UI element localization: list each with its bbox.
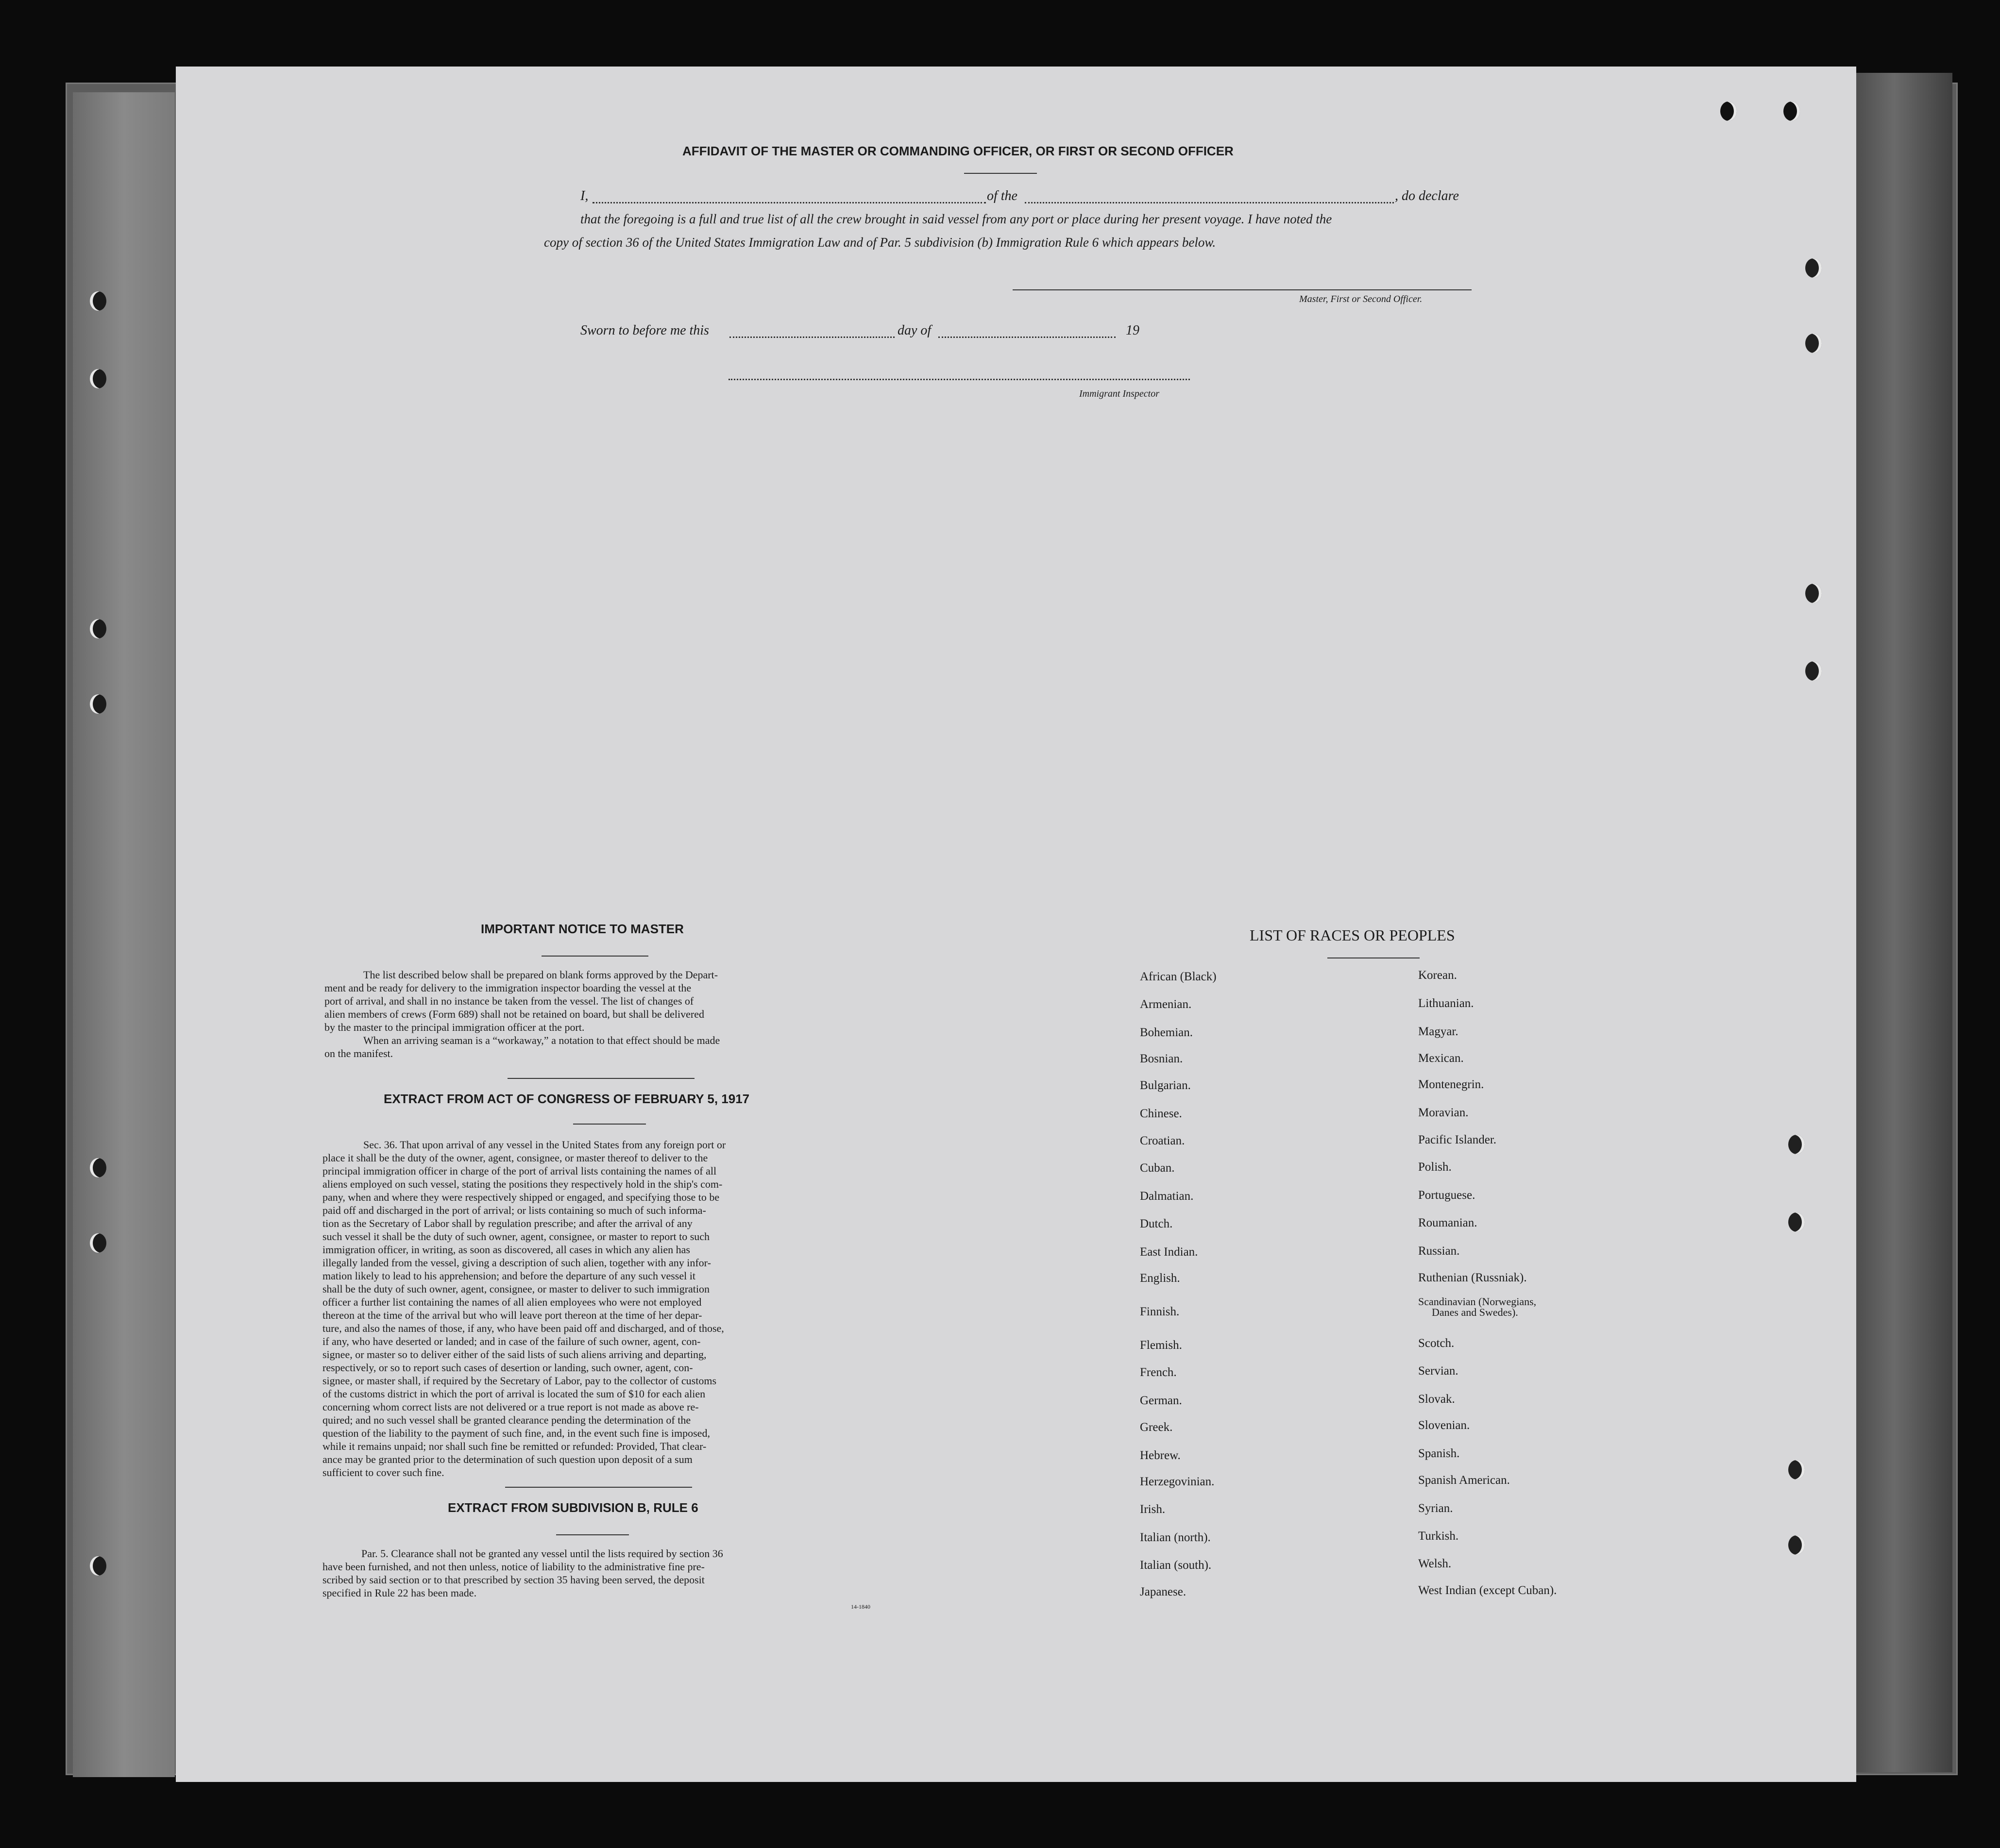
act-line: shall be the duty of such owner, agent, consignee, or master to deliver to such immigration <box>322 1283 710 1295</box>
race-left-item: German. <box>1140 1394 1182 1407</box>
race-right-item: Moravian. <box>1418 1106 1469 1119</box>
rule-line: have been furnished, and not then unless, notice of liability to the administrative fine pre- <box>322 1561 705 1573</box>
race-right-item: West Indian (except Cuban). <box>1418 1584 1557 1597</box>
race-left-item: Bohemian. <box>1140 1026 1193 1039</box>
race-left-item: Bosnian. <box>1140 1052 1183 1065</box>
race-right-item: Pacific Islander. <box>1418 1133 1497 1146</box>
title-underline <box>964 173 1037 174</box>
binder-hole <box>90 369 106 388</box>
race-left-item: Croatian. <box>1140 1134 1185 1147</box>
act-line: signee, or master shall, if required by the Secretary of Labor, pay to the collector of customs <box>322 1375 717 1387</box>
act-divider <box>505 1487 692 1488</box>
act-extract-underline <box>573 1124 646 1125</box>
act-line: tion as the Secretary of Labor shall by regulation prescribe; and after the arrival of any <box>322 1217 693 1229</box>
act-line: pany, when and where they were respectively shipped or engaged, and specifying those to be <box>322 1191 720 1203</box>
left-binding-strip <box>73 92 175 1777</box>
race-left-item: French. <box>1140 1366 1177 1379</box>
race-right-item: Roumanian. <box>1418 1216 1477 1229</box>
race-left-item: East Indian. <box>1140 1245 1198 1259</box>
rule-line: scribed by said section or to that prescribed by section 35 having been served, the deposit <box>322 1574 705 1586</box>
declaration-line-2: that the foregoing is a full and true list of all the crew brought in said vessel from any port or place during her present voyage. I have noted the <box>580 212 1332 226</box>
race-right-item: Slovak. <box>1418 1393 1455 1406</box>
rule-extract-underline <box>556 1534 629 1535</box>
sworn-year-prefix: 19 <box>1126 323 1139 338</box>
act-line: aliens employed on such vessel, stating the positions they respectively hold in the ship's com- <box>322 1178 723 1190</box>
punch-hole <box>1805 661 1822 681</box>
act-line: respectively, or so to report such cases of desertion or landing, such owner, agent, con- <box>322 1361 693 1374</box>
race-right-item: Russian. <box>1418 1244 1460 1258</box>
race-right-item: Slovenian. <box>1418 1419 1470 1432</box>
notice-line: port of arrival, and shall in no instance be taken from the vessel. The list of changes of <box>324 995 694 1007</box>
act-line: ture, and also the names of those, if any, who have been paid off and discharged, and of those, <box>322 1322 724 1334</box>
sworn-text-start: Sworn to before me this <box>580 323 709 338</box>
race-right-item: Welsh. <box>1418 1557 1452 1570</box>
race-right-item: Servian. <box>1418 1364 1458 1378</box>
race-left-item: Dutch. <box>1140 1217 1173 1230</box>
act-line: immigration officer, in writing, as soon as discovered, all cases in which any alien has <box>322 1243 690 1256</box>
act-line: signee, or master so to deliver either of the said lists of such aliens arriving and departing, <box>322 1348 707 1361</box>
races-title: LIST OF RACES OR PEOPLES <box>1250 926 1455 944</box>
race-left-item: Hebrew. <box>1140 1449 1181 1462</box>
race-left-item: Chinese. <box>1140 1107 1182 1120</box>
act-line: concerning whom correct lists are not delivered or a true report is not made as above re- <box>322 1401 699 1413</box>
punch-hole <box>1788 1135 1805 1154</box>
binder-hole <box>90 1158 106 1177</box>
right-binding-strip <box>1855 73 1952 1772</box>
notice-title-underline <box>542 956 648 957</box>
notice-line: by the master to the principal immigration officer at the port. <box>324 1021 585 1033</box>
binder-hole <box>90 1233 106 1253</box>
inspector-signature-line <box>729 379 1190 380</box>
notice-line: The list described below shall be prepared on blank forms approved by the Depart- <box>363 969 718 981</box>
notice-line: When an arriving seaman is a “workaway,” a notation to that effect should be made <box>363 1034 720 1046</box>
act-line: of the customs district in which the port of arrival is located the sum of $10 for each alien <box>322 1388 706 1400</box>
race-right-item: Syrian. <box>1418 1502 1453 1515</box>
act-line: place it shall be the duty of the owner, agent, consignee, or master thereof to deliver to the <box>322 1152 708 1164</box>
act-extract-title: EXTRACT FROM ACT OF CONGRESS OF FEBRUARY 5, 1917 <box>384 1092 750 1106</box>
signature-label: Master, First or Second Officer. <box>1299 294 1423 304</box>
declaration-line-1-start: I, <box>580 188 589 203</box>
punch-hole <box>1805 334 1822 353</box>
name-blank <box>593 202 986 203</box>
signature-line <box>1013 289 1472 290</box>
race-left-item: Herzegovinian. <box>1140 1475 1215 1488</box>
form-number: 14-1840 <box>851 1603 870 1610</box>
rule-extract-title: EXTRACT FROM SUBDIVISION B, RULE 6 <box>448 1500 698 1515</box>
act-line: sufficient to cover such fine. <box>322 1466 444 1478</box>
race-left-item: Cuban. <box>1140 1161 1175 1175</box>
act-line: such vessel it shall be the duty of such owner, agent, consignee, or master to report to such <box>322 1230 710 1243</box>
punch-hole <box>1805 258 1822 278</box>
affidavit-title: AFFIDAVIT OF THE MASTER OR COMMANDING OFFICER, OR FIRST OR SECOND OFFICER <box>682 144 1234 158</box>
inspector-label: Immigrant Inspector <box>1079 388 1159 399</box>
act-line: ance may be granted prior to the determination of such question upon deposit of a sum <box>322 1453 693 1465</box>
binder-hole <box>90 291 106 311</box>
race-left-item: Japanese. <box>1140 1585 1186 1598</box>
sworn-month-blank <box>938 336 1116 338</box>
punch-hole <box>1788 1212 1805 1232</box>
race-right-item: Scotch. <box>1418 1337 1455 1350</box>
race-right-item: Spanish American. <box>1418 1474 1510 1487</box>
act-line: question of the liability to the payment of such fine, and, in the event such fine is imposed, <box>322 1427 710 1439</box>
race-right-item: Lithuanian. <box>1418 997 1474 1010</box>
act-line: quired; and no such vessel shall be granted clearance pending the determination of the <box>322 1414 691 1426</box>
act-line: while it remains unpaid; nor shall such fine be remitted or refunded: Provided, That clear- <box>322 1440 707 1452</box>
punch-hole <box>1788 1535 1805 1555</box>
act-line: illegally landed from the vessel, giving a description of such alien, together with any infor- <box>322 1257 711 1269</box>
race-right-item: Spanish. <box>1418 1447 1460 1460</box>
binder-hole <box>90 694 106 714</box>
act-line: thereon at the time of the arrival but who will leave port thereon at the time of her depar- <box>322 1309 702 1321</box>
vessel-blank <box>1025 202 1394 203</box>
race-left-item: Irish. <box>1140 1503 1166 1516</box>
declaration-line-3: copy of section 36 of the United States Immigration Law and of Par. 5 subdivision (b) Immigration Rule 6 which appears below. <box>544 235 1216 250</box>
race-right-item: Montenegrin. <box>1418 1078 1484 1091</box>
race-left-item: Bulgarian. <box>1140 1079 1191 1092</box>
notice-line: on the manifest. <box>324 1047 393 1059</box>
form-page <box>176 67 1856 1782</box>
race-left-item: English. <box>1140 1272 1180 1285</box>
notice-divider <box>508 1078 695 1079</box>
race-right-item: Korean. <box>1418 969 1457 982</box>
act-line: mation likely to lead to his apprehension; and before the departure of any such vessel it <box>322 1270 695 1282</box>
sworn-day-blank <box>729 336 895 338</box>
race-left-item: Finnish. <box>1140 1305 1180 1318</box>
race-left-item: Armenian. <box>1140 998 1192 1011</box>
punch-hole <box>1805 584 1822 603</box>
race-right-item: Magyar. <box>1418 1025 1458 1038</box>
rule-line: Par. 5. Clearance shall not be granted any vessel until the lists required by section 36 <box>361 1547 723 1560</box>
race-left-item: Italian (north). <box>1140 1531 1211 1544</box>
rule-line: specified in Rule 22 has been made. <box>322 1587 477 1599</box>
race-right-item: Polish. <box>1418 1160 1452 1174</box>
punch-hole <box>1783 101 1800 121</box>
race-right-item: Portuguese. <box>1418 1189 1475 1202</box>
race-left-item: Italian (south). <box>1140 1559 1212 1572</box>
punch-hole <box>1788 1460 1805 1479</box>
race-right-item: Turkish. <box>1418 1529 1459 1543</box>
declaration-line-1-mid: of the <box>987 188 1017 203</box>
sworn-text-mid: day of <box>898 323 932 338</box>
act-line: officer a further list containing the names of all alien employees who were not employed <box>322 1296 702 1308</box>
notice-line: alien members of crews (Form 689) shall not be retained on board, but shall be delivered <box>324 1008 704 1020</box>
act-line: paid off and discharged in the port of arrival; or lists containing so much of such informa- <box>322 1204 706 1216</box>
binder-hole <box>90 1556 106 1576</box>
notice-line: ment and be ready for delivery to the immigration inspector boarding the vessel at the <box>324 982 692 994</box>
notice-title: IMPORTANT NOTICE TO MASTER <box>481 922 684 936</box>
race-right-item: Mexican. <box>1418 1052 1464 1065</box>
binder-hole <box>90 619 106 638</box>
race-left-item: African (Black) <box>1140 970 1217 983</box>
act-line: if any, who have deserted or landed; and in case of the failure of such owner, agent, con- <box>322 1335 701 1347</box>
punch-hole <box>1720 101 1737 121</box>
race-right-item: Scandinavian (Norwegians, <box>1418 1295 1537 1308</box>
race-right-item-continued: Danes and Swedes). <box>1432 1306 1518 1318</box>
race-left-item: Flemish. <box>1140 1339 1182 1352</box>
race-right-item: Ruthenian (Russniak). <box>1418 1271 1527 1284</box>
race-left-item: Greek. <box>1140 1421 1173 1434</box>
act-line: principal immigration officer in charge of the port of arrival lists containing the names of all <box>322 1165 717 1177</box>
race-left-item: Dalmatian. <box>1140 1190 1194 1203</box>
act-line: Sec. 36. That upon arrival of any vessel in the United States from any foreign port or <box>363 1139 726 1151</box>
declaration-line-1-end: , do declare <box>1395 188 1459 203</box>
